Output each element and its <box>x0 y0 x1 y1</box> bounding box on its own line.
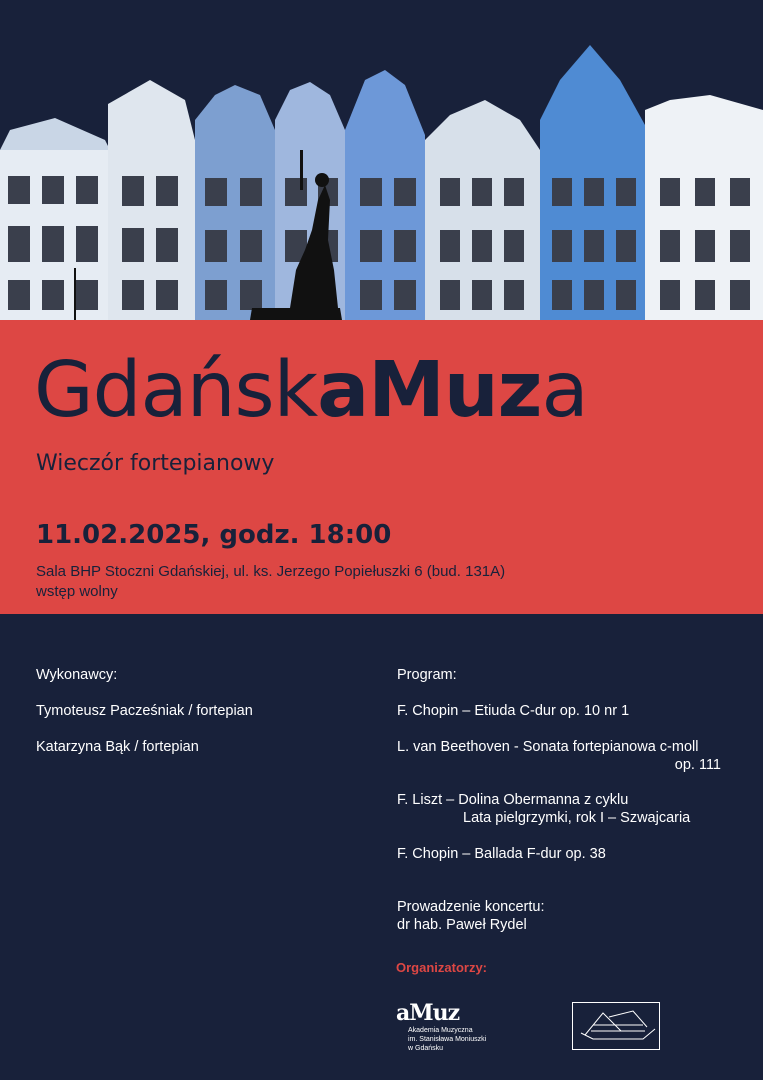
amuz-line: im. Stanisława Moniuszki <box>408 1036 487 1043</box>
program-item <box>397 738 721 774</box>
title-part-amuz: aMuz <box>317 346 542 435</box>
venue-address: Sala BHP Stoczni Gdańskiej, ul. ks. Jerzego Popiełuszki 6 (bud. 131A) <box>36 563 506 580</box>
program-item: F. Chopin – Etiuda C-dur op. 10 nr 1 <box>397 703 630 719</box>
event-date: 11.02.2025, godz. 18:00 <box>36 520 392 550</box>
gdansk-townhouses-image <box>0 0 763 322</box>
program-item: F. Chopin – Ballada F-dur op. 38 <box>397 846 606 862</box>
amuz-line: Akademia Muzyczna <box>408 1027 473 1034</box>
amuz-logo <box>396 1000 487 1052</box>
performer-item: Katarzyna Bąk / fortepian <box>36 739 199 755</box>
amuz-line: w Gdańsku <box>408 1045 444 1052</box>
event-venue <box>36 562 505 602</box>
host-section <box>397 898 721 934</box>
title-part-gdansk: Gdańsk <box>34 346 318 435</box>
admission-note: wstęp wolny <box>36 583 118 600</box>
program-item-line: L. van Beethoven - Sonata fortepianowa c-moll <box>397 739 699 755</box>
program-item-line: op. 111 <box>674 757 721 773</box>
performers-heading: Wykonawcy: <box>36 667 118 683</box>
host-name: dr hab. Paweł Rydel <box>397 917 527 933</box>
title-part-a: a <box>541 346 588 435</box>
organizers-heading: Organizatorzy: <box>396 960 488 975</box>
foundation-logo <box>572 1002 660 1050</box>
event-subtitle: Wieczór fortepianowy <box>36 451 275 476</box>
host-heading: Prowadzenie koncertu: <box>397 899 545 915</box>
event-title <box>34 346 588 435</box>
program-item <box>397 791 721 827</box>
performer-item: Tymoteusz Pacześniak / fortepian <box>36 703 253 719</box>
amuz-logo-mark: aMuz <box>396 1000 460 1026</box>
program-heading: Program: <box>397 667 457 683</box>
program-item-line: F. Liszt – Dolina Obermanna z cyklu <box>397 792 629 808</box>
program-item-line: Lata pielgrzymki, rok I – Szwajcaria <box>463 810 691 826</box>
amuz-logo-text <box>408 1026 486 1053</box>
